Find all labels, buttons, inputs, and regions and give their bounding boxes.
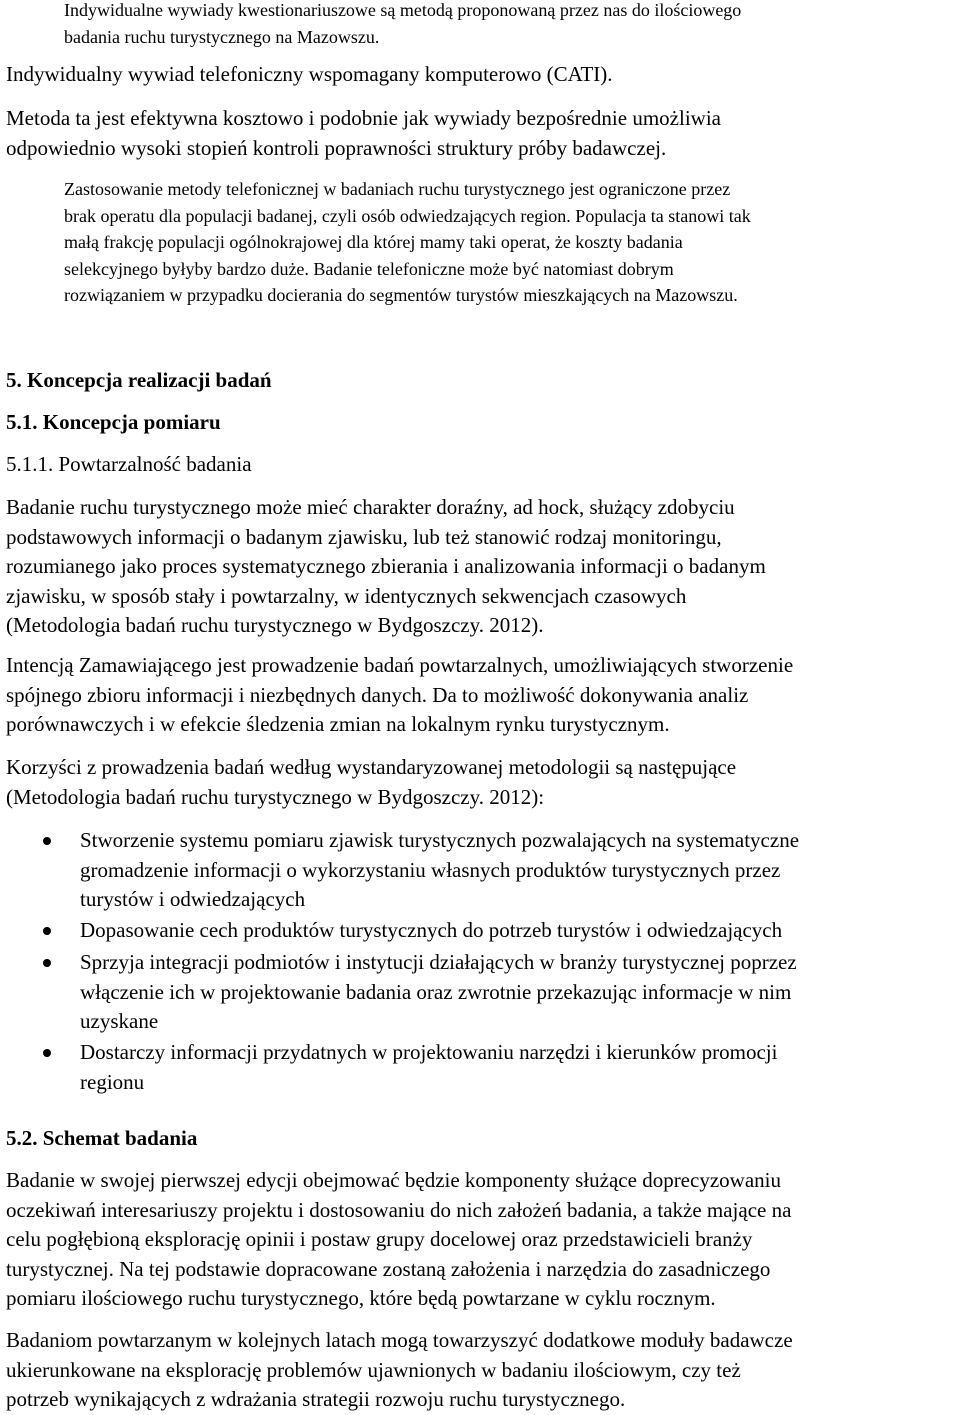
paragraph-repeatability [6,493,766,641]
text-line: Korzyści z prowadzenia badań według wystandaryzowanej metodologii są następujące [6,755,737,779]
text-line: ukierunkowane na eksplorację problemów ujawnionych w badaniu ilościowym, czy też [6,1357,741,1382]
text-line: zjawisku, w sposób stały i powtarzalny, w identycznych sekwencjach czasowych [6,583,687,608]
text-line: (Metodologia badań ruchu turystycznego w Bydgoszczy. 2012). [6,613,544,637]
text-line: rozwiązaniem w przypadku docierania do segmentów turystów mieszkających na Mazowszu. [64,285,738,305]
section-heading: 5. Koncepcja realizacji badań [6,368,272,392]
text-line: Badanie w swojej pierwszej edycji obejmować będzie komponenty służące doprecyzowaniu [6,1168,781,1192]
cati-title: Indywidualny wywiad telefoniczny wspomagany komputerowo (CATI). [6,62,613,86]
text-line: uzyskane [80,1009,159,1033]
cati-paragraph [6,104,721,163]
text-line: turystycznej. Na tej podstawie dopracowane zostaną założenia i narzędzia do zasadniczego [6,1256,771,1281]
text-line: badania ruchu turystycznego na Mazowszu. [64,26,380,47]
text-line: Badaniom powtarzanym w kolejnych latach mogą towarzyszyć dodatkowe moduły badawcze [6,1328,793,1352]
text-line: Badanie ruchu turystycznego może mieć charakter doraźny, ad hock, służący zdobyciu [6,495,735,519]
text-line: brak operatu dla populacji badanej, czyli osób odwiedzających region. Populacja ta stanowi tak [64,205,751,226]
text-line: Dostarczy informacji przydatnych w projektowaniu narzędzi i kierunków promocji [80,1040,778,1064]
text-line: gromadzenie informacji o wykorzystaniu własnych produktów turystycznych przez [80,857,781,882]
text-line: Metoda ta jest efektywna kosztowo i podobnie jak wywiady bezpośrednie umożliwia [6,106,721,130]
text-line: (Metodologia badań ruchu turystycznego w Bydgoszczy. 2012): [6,784,545,809]
text-line: podstawowych informacji o badanym zjawisku, lub też stanowić rodzaj monitoringu, [6,524,722,549]
text-line: rozumianego jako proces systematycznego zbierania i analizowania informacji o badanym [6,554,766,578]
text-line: regionu [80,1069,145,1094]
text-line: Indywidualne wywiady kwestionariuszowe są metodą proponowaną przez nas do ilościowego [64,0,742,20]
subsection-heading: 5.1. Koncepcja pomiaru [6,410,221,434]
paragraph-intention [6,651,793,740]
text-line: porównawczych i w efekcie śledzenia zmian na lokalnym rynku turystycznym. [6,712,670,736]
text-line: Stworzenie systemu pomiaru zjawisk turystycznych pozwalających na systematyczne [80,828,800,852]
text-line: celu pogłębioną eksplorację opinii i postaw grupy docelowej oraz przedstawicieli branży [6,1227,753,1251]
bullet-icon [43,927,51,935]
text-line: małą frakcję populacji ogólnokrajowej dla której mamy taki operat, że koszty badania [64,232,683,252]
text-line: Zastosowanie metody telefonicznej w badaniach ruchu turystycznego jest ograniczone przez [64,179,731,199]
intro-paragraph [64,0,741,50]
text-line: selekcyjnego byłyby bardzo duże. Badanie telefoniczne może być natomiast dobrym [64,258,674,279]
text-line: turystów i odwiedzających [80,887,306,911]
text-line: włączenie ich w projektowanie badania oraz zwrotnie przekazując informacje w nim [80,979,792,1004]
paragraph-modules [6,1326,793,1415]
text-line: Dopasowanie cech produktów turystycznych do potrzeb turystów i odwiedzających [80,918,783,942]
text-line: Sprzyja integracji podmiotów i instytucji działających w branży turystycznej poprzez [80,950,797,974]
paragraph-scheme [6,1166,791,1314]
text-line: oczekiwań interesariuszy projektu i dostosowaniu do nich założeń badania, a także mające na [6,1197,792,1222]
subsection-heading: 5.2. Schemat badania [6,1126,198,1150]
paragraph-benefits [6,753,736,812]
text-line: Intencją Zamawiającego jest prowadzenie badań powtarzalnych, umożliwiających stworzenie [6,653,794,677]
cati-note-paragraph [64,176,751,309]
text-line: spójnego zbioru informacji i niezbędnych danych. Da to możliwość dokonywania analiz [6,682,749,707]
subsubsection-heading: 5.1.1. Powtarzalność badania [6,452,252,476]
text-line: odpowiednio wysoki stopień kontroli poprawności struktury próby badawczej. [6,135,667,160]
bullet-icon [43,1049,51,1057]
text-line: pomiaru ilościowego ruchu turystycznego, które będą powtarzane w cyklu rocznym. [6,1286,716,1310]
text-line: potrzeb wynikających z wdrażania strategii rozwoju ruchu turystycznego. [6,1387,626,1411]
bullet-icon [43,837,51,845]
bullet-icon [43,959,51,967]
